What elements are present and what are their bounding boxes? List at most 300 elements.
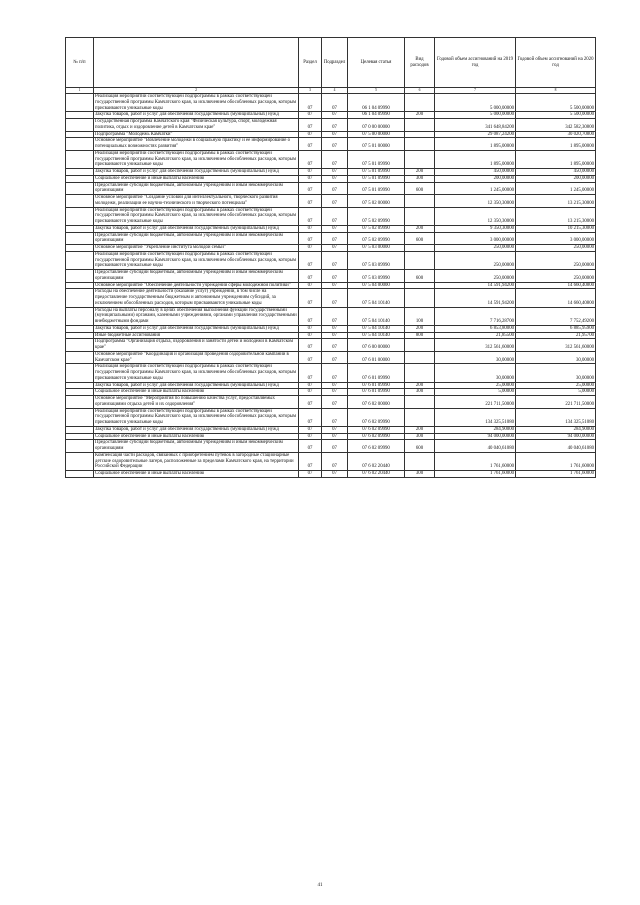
- expense-type-cell: [405, 364, 435, 382]
- subsection-code-cell: 07: [322, 440, 348, 453]
- row-number-cell: [66, 307, 94, 325]
- amount-2019-cell: 12 350,30000: [435, 195, 516, 208]
- row-number-cell: [66, 408, 94, 426]
- row-number-cell: [66, 282, 94, 289]
- expense-name-cell: Социальное обеспечение и иные выплаты населению: [94, 471, 299, 478]
- target-article-cell: 07 5 01 09990: [348, 169, 405, 176]
- row-number-cell: [66, 389, 94, 396]
- section-code-cell: 07: [299, 351, 322, 364]
- amount-2019-cell: 30,00000: [435, 364, 516, 382]
- subsection-code-cell: 07: [322, 382, 348, 389]
- amount-2020-cell: 1 761,60000: [516, 452, 596, 470]
- amount-2019-cell: 312 561,60000: [435, 339, 516, 352]
- subsection-code-cell: 07: [322, 232, 348, 245]
- target-article-cell: 07 5 02 09990: [348, 232, 405, 245]
- amount-2020-cell: 450,00000: [516, 169, 596, 176]
- subsection-code-cell: 07: [322, 138, 348, 151]
- amount-2020-cell: 13 215,30000: [516, 207, 596, 225]
- subsection-code-cell: 07: [322, 408, 348, 426]
- expense-type-cell: 300: [405, 175, 435, 182]
- target-article-cell: 07 6 02 09990: [348, 433, 405, 440]
- table-row: [66, 270, 596, 283]
- row-number-cell: [66, 339, 94, 352]
- target-article-cell: 07 6 02 09990: [348, 426, 405, 433]
- amount-2020-cell: 25,00000: [516, 382, 596, 389]
- section-code-cell: 07: [299, 289, 322, 307]
- row-number-cell: [66, 112, 94, 119]
- expense-type-cell: 600: [405, 440, 435, 453]
- subsection-code-cell: 07: [322, 112, 348, 119]
- column-number: 3: [299, 88, 322, 94]
- expense-type-cell: 200: [405, 325, 435, 332]
- amount-2019-cell: 5 000,00000: [435, 112, 516, 119]
- section-code-cell: 07: [299, 169, 322, 176]
- table-row: [66, 169, 596, 176]
- table-row: [66, 112, 596, 119]
- expense-name-cell: Предоставление субсидий бюджетным, автономным учреждениям и иным некоммерческим организациям: [94, 270, 299, 283]
- expense-name-cell: Закупка товаров, работ и услуг для обеспечения государственных (муниципальных) нужд: [94, 325, 299, 332]
- expense-name-cell: Основное мероприятие "Укрепление института молодой семьи": [94, 245, 299, 252]
- table-row: [66, 225, 596, 232]
- table-row: [66, 289, 596, 307]
- target-article-cell: 07 5 03 09990: [348, 251, 405, 269]
- row-number-cell: [66, 131, 94, 138]
- target-article-cell: 07 5 04 10140: [348, 289, 405, 307]
- expense-name-cell: Реализация мероприятий соответствующей подпрограммы в рамках соответствующей государственной программы Камчатского края, за исключением обособленных расходов, которым присваиваются уникальные коды: [94, 150, 299, 168]
- section-code-cell: 07: [299, 119, 322, 132]
- expense-name-cell: Основное мероприятие "Создание условий для интеллектуального, творческого развития молодежи, реализации ее научно-технического и творческого потенциала": [94, 195, 299, 208]
- section-code-cell: 07: [299, 270, 322, 283]
- table-row: [66, 452, 596, 470]
- expense-name-cell: Основное мероприятие "Обеспечение деятельности учреждений сферы молодежной политики": [94, 282, 299, 289]
- table-row: [66, 131, 596, 138]
- expense-type-cell: 200: [405, 169, 435, 176]
- section-code-cell: 07: [299, 225, 322, 232]
- subsection-code-cell: 07: [322, 225, 348, 232]
- amount-2019-cell: 221 711,50000: [435, 396, 516, 409]
- section-code-cell: 07: [299, 175, 322, 182]
- expense-name-cell: Государственная программа Камчатского края "Физическая культура, спорт, молодежная политика, отдых и оздоровление детей в Камчатском крае": [94, 119, 299, 132]
- amount-2019-cell: 14 591,94200: [435, 289, 516, 307]
- table-row: [66, 282, 596, 289]
- table-row: [66, 150, 596, 168]
- row-number-cell: [66, 364, 94, 382]
- expense-name-cell: Реализация мероприятий соответствующей подпрограммы в рамках соответствующей государственной программы Камчатского края, за исключением обособленных расходов, которым присваиваются уникальные коды: [94, 94, 299, 112]
- expense-name-cell: Закупка товаров, работ и услуг для обеспечения государственных (муниципальных) нужд: [94, 169, 299, 176]
- expense-type-cell: 600: [405, 182, 435, 195]
- amount-2019-cell: 25,00000: [435, 382, 516, 389]
- amount-2020-cell: 250,00000: [516, 245, 596, 252]
- subsection-code-cell: 07: [322, 245, 348, 252]
- expense-name-cell: Закупка товаров, работ и услуг для обеспечения государственных (муниципальных) нужд: [94, 426, 299, 433]
- subsection-code-cell: 07: [322, 150, 348, 168]
- section-code-cell: 07: [299, 150, 322, 168]
- row-number-cell: [66, 182, 94, 195]
- row-number-cell: [66, 251, 94, 269]
- target-article-cell: 07 5 02 09990: [348, 207, 405, 225]
- amount-2020-cell: 5 500,00000: [516, 94, 596, 112]
- expense-name-cell: Реализация мероприятий соответствующей подпрограммы в рамках соответствующей государственной программы Камчатского края, за исключением обособленных расходов, которым присваиваются уникальные коды: [94, 251, 299, 269]
- section-code-cell: 07: [299, 433, 322, 440]
- expense-type-cell: [405, 408, 435, 426]
- row-number-cell: [66, 207, 94, 225]
- expense-name-cell: Основное мероприятие "Вовлечение молодёжи в социальную практику и её информирование о потенциальных возможностях развития": [94, 138, 299, 151]
- subsection-code-cell: 07: [322, 364, 348, 382]
- expense-type-cell: 300: [405, 471, 435, 478]
- section-code-cell: 07: [299, 452, 322, 470]
- amount-2019-cell: 250,00000: [435, 251, 516, 269]
- section-code-cell: 07: [299, 251, 322, 269]
- amount-2019-cell: 1 245,00000: [435, 182, 516, 195]
- amount-2019-cell: 3 000,00000: [435, 232, 516, 245]
- table-row: [66, 389, 596, 396]
- expense-name-cell: Предоставление субсидий бюджетным, автономным учреждениям и иным некоммерческим организациям: [94, 182, 299, 195]
- row-number-cell: [66, 138, 94, 151]
- amount-2019-cell: 94 000,00000: [435, 433, 516, 440]
- target-article-cell: 07 5 01 09990: [348, 175, 405, 182]
- expense-type-cell: [405, 94, 435, 112]
- expense-type-cell: [405, 351, 435, 364]
- table-row: [66, 332, 596, 339]
- section-code-cell: 07: [299, 426, 322, 433]
- table-row: [66, 440, 596, 453]
- target-article-cell: 07 6 01 00000: [348, 351, 405, 364]
- expense-type-cell: 200: [405, 426, 435, 433]
- expense-name-cell: Компенсация части расходов, связанных с приобретением путевок в загородные стационарные детские оздоровительные лагеря, расположенные за пределами Камчатского края, на территории Российской Федерации: [94, 452, 299, 470]
- table-row: [66, 245, 596, 252]
- column-number: 5: [348, 88, 405, 94]
- expense-type-cell: 600: [405, 232, 435, 245]
- expense-name-cell: Социальное обеспечение и иные выплаты населению: [94, 433, 299, 440]
- amount-2019-cell: 284,90000: [435, 426, 516, 433]
- amount-2019-cell: 1 895,00000: [435, 138, 516, 151]
- amount-2020-cell: 5 500,00000: [516, 112, 596, 119]
- table-row: [66, 307, 596, 325]
- amount-2019-cell: 29 087,24200: [435, 131, 516, 138]
- header-cell: Раздел: [299, 38, 322, 88]
- amount-2020-cell: 30 020,70800: [516, 131, 596, 138]
- target-article-cell: 07 5 04 00000: [348, 282, 405, 289]
- amount-2019-cell: 341 648,84200: [435, 119, 516, 132]
- expense-name-cell: Реализация мероприятий соответствующей подпрограммы в рамках соответствующей государственной программы Камчатского края, за исключением обособленных расходов, которым присваиваются уникальные коды: [94, 207, 299, 225]
- section-code-cell: 07: [299, 389, 322, 396]
- expense-name-cell: Расходы на обеспечение деятельности (оказание услуг) учреждений, в том числе на предоставление государственным бюджетным и автономным учреждениям субсидий, за исключением обособленных расходов, которым присваиваются уникальные коды: [94, 289, 299, 307]
- row-number-cell: [66, 351, 94, 364]
- amount-2019-cell: 1 895,00000: [435, 150, 516, 168]
- column-number: 7: [435, 88, 516, 94]
- subsection-code-cell: 07: [322, 119, 348, 132]
- section-code-cell: 07: [299, 182, 322, 195]
- subsection-code-cell: 07: [322, 332, 348, 339]
- subsection-code-cell: 07: [322, 131, 348, 138]
- subsection-code-cell: 07: [322, 433, 348, 440]
- expense-name-cell: Предоставление субсидий бюджетным, автономным учреждениям и иным некоммерческим организациям: [94, 440, 299, 453]
- amount-2020-cell: 3 000,00000: [516, 232, 596, 245]
- amount-2019-cell: 200,00000: [435, 175, 516, 182]
- section-code-cell: 07: [299, 195, 322, 208]
- row-number-cell: [66, 433, 94, 440]
- amount-2019-cell: 12 350,30000: [435, 207, 516, 225]
- amount-2020-cell: 94 000,00000: [516, 433, 596, 440]
- amount-2020-cell: 1 761,60000: [516, 471, 596, 478]
- expense-type-cell: 300: [405, 433, 435, 440]
- row-number-cell: [66, 332, 94, 339]
- expense-type-cell: [405, 339, 435, 352]
- expense-name-cell: Предоставление субсидий бюджетным, автономным учреждениям и иным некоммерческим организациям: [94, 232, 299, 245]
- row-number-cell: [66, 232, 94, 245]
- subsection-code-cell: 07: [322, 325, 348, 332]
- table-row: [66, 207, 596, 225]
- row-number-cell: [66, 150, 94, 168]
- table-row: [66, 119, 596, 132]
- amount-2020-cell: 342 582,30800: [516, 119, 596, 132]
- target-article-cell: 07 0 00 00000: [348, 119, 405, 132]
- amount-2019-cell: 30,00000: [435, 351, 516, 364]
- expense-type-cell: [405, 131, 435, 138]
- table-row: [66, 364, 596, 382]
- section-code-cell: 07: [299, 364, 322, 382]
- target-article-cell: 07 5 04 10140: [348, 332, 405, 339]
- expense-type-cell: 200: [405, 382, 435, 389]
- amount-2019-cell: 14 591,94200: [435, 282, 516, 289]
- amount-2019-cell: 7 716,28700: [435, 307, 516, 325]
- target-article-cell: 07 5 01 09990: [348, 150, 405, 168]
- section-code-cell: 07: [299, 138, 322, 151]
- table-row: [66, 426, 596, 433]
- amount-2019-cell: 250,00000: [435, 270, 516, 283]
- table-row: [66, 195, 596, 208]
- header-cell: Подраздел: [322, 38, 348, 88]
- expense-type-cell: [405, 251, 435, 269]
- amount-2020-cell: 21,95700: [516, 332, 596, 339]
- header-cell: [94, 38, 299, 88]
- subsection-code-cell: 07: [322, 207, 348, 225]
- section-code-cell: 07: [299, 332, 322, 339]
- row-number-cell: [66, 452, 94, 470]
- amount-2020-cell: 30,00000: [516, 351, 596, 364]
- expense-name-cell: Закупка товаров, работ и услуг для обеспечения государственных (муниципальных) нужд: [94, 112, 299, 119]
- amount-2019-cell: 134 325,51080: [435, 408, 516, 426]
- target-article-cell: 07 5 02 09990: [348, 225, 405, 232]
- amount-2020-cell: 14 660,40800: [516, 289, 596, 307]
- amount-2020-cell: 14 660,40800: [516, 282, 596, 289]
- target-article-cell: 07 6 02 00000: [348, 396, 405, 409]
- section-code-cell: 07: [299, 382, 322, 389]
- section-code-cell: 07: [299, 94, 322, 112]
- row-number-cell: [66, 195, 94, 208]
- expense-type-cell: [405, 138, 435, 151]
- amount-2019-cell: 21,85500: [435, 332, 516, 339]
- subsection-code-cell: 07: [322, 426, 348, 433]
- row-number-cell: [66, 426, 94, 433]
- expense-name-cell: Социальное обеспечение и иные выплаты населению: [94, 389, 299, 396]
- amount-2020-cell: 7 752,49200: [516, 307, 596, 325]
- table-row: [66, 138, 596, 151]
- row-number-cell: [66, 245, 94, 252]
- amount-2019-cell: 5,00000: [435, 389, 516, 396]
- target-article-cell: 07 5 04 10140: [348, 325, 405, 332]
- expense-type-cell: [405, 289, 435, 307]
- table-row: [66, 251, 596, 269]
- expense-name-cell: Расходы на выплаты персоналу в целях обеспечения выполнения функций государственными (муниципальными) органами, казенными учреждениями, органами управления государственными внебюджетными фондами: [95, 307, 297, 324]
- row-number-cell: [66, 175, 94, 182]
- page-number: 41: [317, 883, 323, 888]
- expense-type-cell: 200: [405, 225, 435, 232]
- section-code-cell: 07: [299, 112, 322, 119]
- expense-type-cell: [405, 150, 435, 168]
- amount-2020-cell: 312 561,60000: [516, 339, 596, 352]
- subsection-code-cell: 07: [322, 452, 348, 470]
- subsection-code-cell: 07: [322, 282, 348, 289]
- header-cell: Годовой объем ассигнований на 2020 год: [516, 38, 596, 88]
- amount-2020-cell: 40 040,61080: [516, 440, 596, 453]
- section-code-cell: 07: [299, 207, 322, 225]
- table-row: [66, 339, 596, 352]
- header-row: [66, 38, 596, 88]
- section-code-cell: 07: [299, 339, 322, 352]
- section-code-cell: 07: [299, 232, 322, 245]
- column-number: 6: [405, 88, 435, 94]
- row-number-cell: [66, 382, 94, 389]
- amount-2020-cell: 250,00000: [516, 270, 596, 283]
- target-article-cell: 07 5 02 00000: [348, 195, 405, 208]
- table-row: [66, 396, 596, 409]
- expense-type-cell: [405, 245, 435, 252]
- amount-2020-cell: 5,00000: [516, 389, 596, 396]
- column-number: 2: [94, 88, 299, 94]
- amount-2020-cell: 6 885,95900: [516, 325, 596, 332]
- table-row: [66, 175, 596, 182]
- target-article-cell: 07 6 01 09990: [348, 382, 405, 389]
- amount-2020-cell: 221 711,50000: [516, 396, 596, 409]
- expense-type-cell: 200: [405, 112, 435, 119]
- subsection-code-cell: 07: [322, 182, 348, 195]
- subsection-code-cell: 07: [322, 339, 348, 352]
- subsection-code-cell: 07: [322, 396, 348, 409]
- target-article-cell: 07 5 01 09990: [348, 182, 405, 195]
- table-row: [66, 351, 596, 364]
- row-number-cell: [66, 440, 94, 453]
- expense-name-cell: Подпрограмма "Организация отдыха, оздоровления и занятости детей и молодежи в Камчатском крае": [94, 339, 299, 352]
- section-code-cell: 07: [299, 396, 322, 409]
- amount-2020-cell: 30,00000: [516, 364, 596, 382]
- expense-name-cell: Основное мероприятие "Координация и организация проведения оздоровительной кампании в Камчатском крае": [94, 351, 299, 364]
- table-row: [66, 94, 596, 112]
- amount-2020-cell: 1 245,00000: [516, 182, 596, 195]
- row-number-cell: [66, 471, 94, 478]
- section-code-cell: 07: [299, 282, 322, 289]
- target-article-cell: 07 6 02 20440: [348, 471, 405, 478]
- expense-name-cell: Основное мероприятие "Мероприятия по повышению качества услуг, предоставляемых организациями отдыха детей и их оздоровления": [94, 396, 299, 409]
- table-row: [66, 471, 596, 478]
- amount-2020-cell: 10 215,30000: [516, 225, 596, 232]
- subsection-code-cell: 07: [322, 351, 348, 364]
- amount-2020-cell: 250,00000: [516, 251, 596, 269]
- table-row: [66, 408, 596, 426]
- expense-name-cell: Подпрограмма "Молодежь Камчатки": [94, 131, 299, 138]
- subsection-code-cell: 07: [322, 471, 348, 478]
- expense-type-cell: 800: [405, 332, 435, 339]
- amount-2020-cell: 200,00000: [516, 175, 596, 182]
- row-number-cell: [66, 289, 94, 307]
- subsection-code-cell: 07: [322, 270, 348, 283]
- expense-type-cell: 600: [405, 270, 435, 283]
- section-code-cell: 07: [299, 245, 322, 252]
- expense-name-cell: Иные бюджетные ассигнования: [94, 332, 299, 339]
- expense-name-cell: Реализация мероприятий соответствующей подпрограммы в рамках соответствующей государственной программы Камчатского края, за исключением обособленных расходов, которым присваиваются уникальные коды: [94, 408, 299, 426]
- subsection-code-cell: 07: [322, 175, 348, 182]
- amount-2019-cell: 40 040,61080: [435, 440, 516, 453]
- section-code-cell: 07: [299, 131, 322, 138]
- header-cell: Вид расходов: [405, 38, 435, 88]
- column-number: 4: [322, 88, 348, 94]
- amount-2019-cell: 250,00000: [435, 245, 516, 252]
- row-number-cell: [66, 325, 94, 332]
- subsection-code-cell: 07: [322, 289, 348, 307]
- section-code-cell: 07: [299, 471, 322, 478]
- amount-2020-cell: 1 895,00000: [516, 138, 596, 151]
- subsection-code-cell: 07: [322, 389, 348, 396]
- subsection-code-cell: 07: [322, 307, 348, 325]
- expense-type-cell: 300: [405, 389, 435, 396]
- table-row: [66, 382, 596, 389]
- amount-2019-cell: 9 350,30000: [435, 225, 516, 232]
- subsection-code-cell: 07: [322, 169, 348, 176]
- section-code-cell: 07: [299, 325, 322, 332]
- amount-2019-cell: 450,00000: [435, 169, 516, 176]
- target-article-cell: 07 6 01 09990: [348, 389, 405, 396]
- target-article-cell: 07 5 00 00000: [348, 131, 405, 138]
- row-number-cell: [66, 169, 94, 176]
- target-article-cell: 07 6 02 09990: [348, 440, 405, 453]
- expense-name-cell: Реализация мероприятий соответствующей подпрограммы в рамках соответствующей государственной программы Камчатского края, за исключением обособленных расходов, которым присваиваются уникальные коды: [94, 364, 299, 382]
- expense-name-cell: Социальное обеспечение и иные выплаты населению: [94, 175, 299, 182]
- table-row: [66, 232, 596, 245]
- target-article-cell: 06 1 04 09990: [348, 94, 405, 112]
- expense-type-cell: [405, 452, 435, 470]
- target-article-cell: 07 5 03 09990: [348, 270, 405, 283]
- header-cell: Годовой объем ассигнований на 2019 год: [435, 38, 516, 88]
- expense-name-cell: Закупка товаров, работ и услуг для обеспечения государственных (муниципальных) нужд: [94, 225, 299, 232]
- target-article-cell: 07 6 02 20440: [348, 452, 405, 470]
- header-cell: № п/п: [66, 38, 94, 88]
- column-number: 8: [516, 88, 596, 94]
- row-number-cell: [66, 396, 94, 409]
- expense-type-cell: 100: [405, 307, 435, 325]
- amount-2019-cell: 1 761,60000: [435, 452, 516, 470]
- header-cell: Целевая статья: [348, 38, 405, 88]
- amount-2019-cell: 1 761,60000: [435, 471, 516, 478]
- target-article-cell: 07 6 01 09990: [348, 364, 405, 382]
- row-number-cell: [66, 225, 94, 232]
- table-row: [66, 182, 596, 195]
- amount-2020-cell: 134 325,51080: [516, 408, 596, 426]
- amount-2020-cell: 1 895,00000: [516, 150, 596, 168]
- row-number-cell: [66, 270, 94, 283]
- subsection-code-cell: 07: [322, 251, 348, 269]
- amount-2019-cell: 6 853,80000: [435, 325, 516, 332]
- expense-type-cell: [405, 396, 435, 409]
- expense-type-cell: [405, 282, 435, 289]
- table-row: [66, 433, 596, 440]
- target-article-cell: 07 5 04 10140: [348, 307, 405, 325]
- target-article-cell: 07 6 02 09990: [348, 408, 405, 426]
- amount-2019-cell: 5 000,00000: [435, 94, 516, 112]
- target-article-cell: 07 5 01 00000: [348, 138, 405, 151]
- target-article-cell: 07 5 03 00000: [348, 245, 405, 252]
- table-row: [66, 325, 596, 332]
- subsection-code-cell: 07: [322, 94, 348, 112]
